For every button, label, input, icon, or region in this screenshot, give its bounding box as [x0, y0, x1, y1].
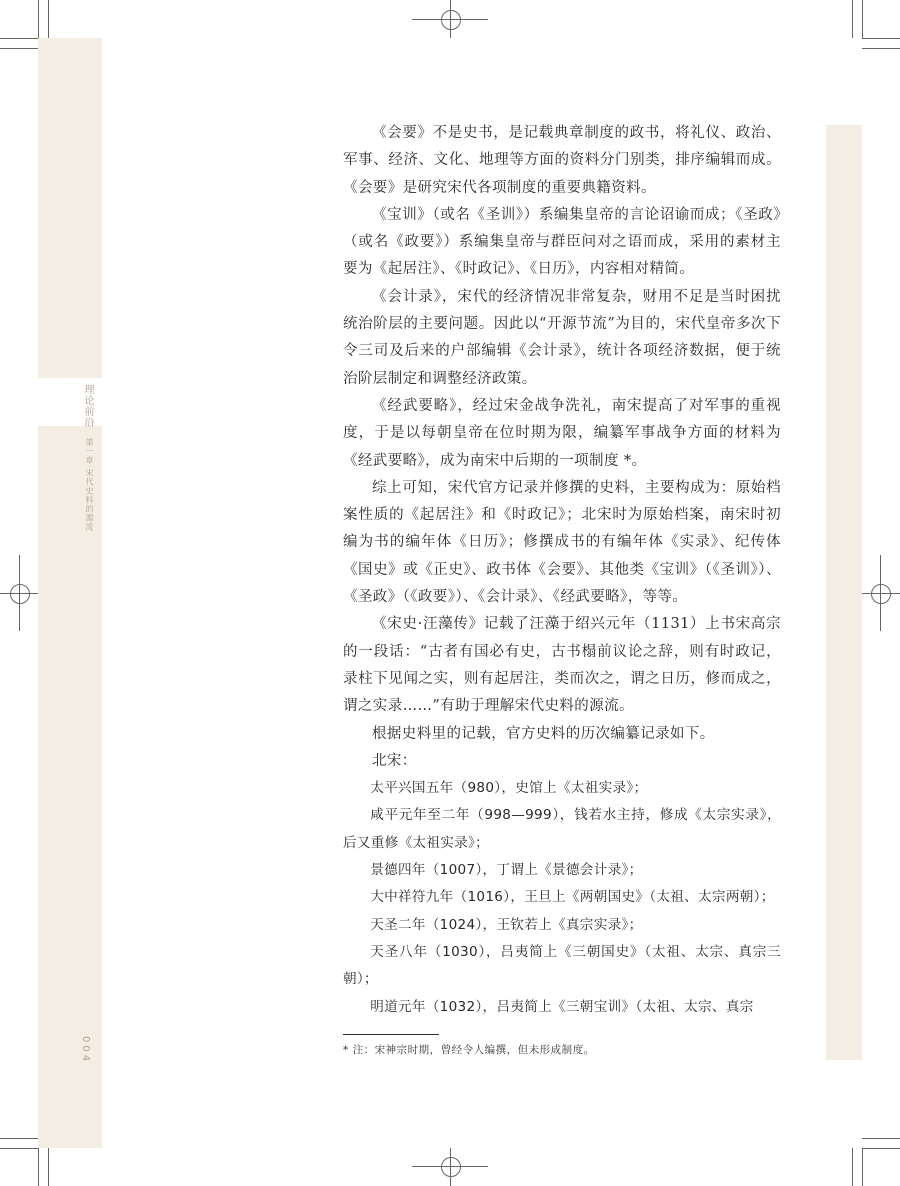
chronicle-entry: 景德四年（1007），丁谓上《景德会计录》；: [370, 862, 643, 879]
paragraph: 《宝训》（或名《圣训》）系编集皇帝的言论诏谕而成；《圣政》（或名《政要》）系编集皇帝与群臣问对之语而成，采用的素材主要为《起居注》、《时政记》、《日历》，内容相对精简。: [343, 206, 781, 278]
series-title: 理论前沿: [82, 384, 93, 428]
page-number: 004: [80, 1036, 91, 1065]
paragraph: 《宋史·汪藻传》记载了汪藻于绍兴元年（1131）上书宋高宗的一段话：“古者有国必有史，古书榻前议论之辞，则有时政记，录柱下见闻之实，则有起居注，类而次之，谓之日历，修而成之，谓之实录……”有助于理解宋代史料的源流。: [343, 616, 781, 715]
running-chapter-title: 第一章·宋代史料的源流: [85, 438, 94, 532]
body-text: [343, 120, 781, 1021]
chronicle-entry: 太平兴国五年（980），史馆上《太祖实录》；: [370, 780, 648, 797]
paragraph: 《经武要略》，经过宋金战争洗礼，南宋提高了对军事的重视度，于是以每朝皇帝在位时期为限，编纂军事战争方面的材料为《经武要略》，成为南宋中后期的一项制度 *。: [343, 397, 781, 469]
chronicle-entry: 大中祥符九年（1016），王旦上《两朝国史》（太祖、太宗两朝）；: [370, 889, 775, 906]
paragraph: 根据史料里的记载，官方史料的历次编纂记录如下。: [372, 725, 715, 742]
paragraph: 综上可知，宋代官方记录并修撰的史料，主要构成为：原始档案性质的《起居注》和《时政记》；北宋时为原始档案，南宋时初编为书的编年体《日历》；修撰成书的有编年体《实录》、纪传体《国史》或《正史》、政书体《会要》、其他类《宝训》（《圣训》）、《圣政》（《政要》）、《会计录》、《经武要略》，等等。: [343, 479, 781, 606]
right-margin-band: [826, 125, 862, 1060]
paragraph: 北宋：: [372, 752, 417, 769]
footnote-rule: [343, 1034, 439, 1035]
chronicle-entry: 天圣二年（1024），王钦若上《真宗实录》；: [370, 916, 643, 933]
paragraph: 《会要》不是史书，是记载典章制度的政书，将礼仪、政治、军事、经济、文化、地理等方面的资料分门别类，排序编辑而成。《会要》是研究宋代各项制度的重要典籍资料。: [343, 125, 781, 196]
paragraph: 《会计录》，宋代的经济情况非常复杂，财用不足是当时困扰统治阶层的主要问题。因此以“开源节流”为目的，宋代皇帝多次下令三司及后来的户部编辑《会计录》，统计各项经济数据，便于统治阶层制定和调整经济政策。: [343, 288, 781, 387]
chronicle-entry: 明道元年（1032），吕夷简上《三朝宝训》（太祖、太宗、真宗: [370, 998, 754, 1015]
chronicle-entry: 咸平元年至二年（998—999），钱若水主持，修成《太宗实录》，后又重修《太祖实录》；: [343, 807, 781, 851]
footnote: * 注：宋神宗时期，曾经令人编撰，但未形成制度。: [343, 1044, 595, 1056]
chronicle-entry: 天圣八年（1030），吕夷简上《三朝国史》（太祖、太宗、真宗三朝）；: [343, 943, 781, 988]
left-margin-band: [38, 38, 102, 1148]
